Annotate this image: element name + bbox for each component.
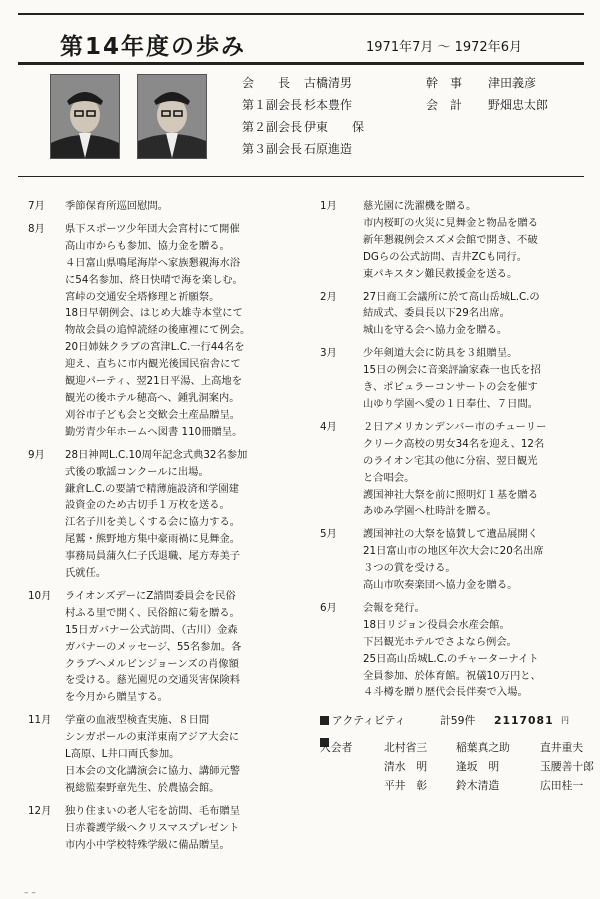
activity-line: 学童の血液型検査実施、８日間: [65, 714, 210, 727]
officer-name: 杉本豊作: [304, 98, 353, 112]
activity-line: 27日商工会議所に於て高山岳城L.C.の: [363, 290, 540, 303]
officer-name: 古橋清男: [304, 76, 353, 90]
month-entry: [320, 600, 546, 701]
month-label: 8月: [28, 222, 45, 235]
activity-line: ライオンズデーにZ諮問委員会を民俗: [65, 589, 236, 602]
activity-line: ３つの賞を受ける。: [363, 562, 456, 575]
member-name: 北村省三: [384, 741, 428, 754]
activity-line: クリーク高校の男女34名を迎え、12名: [363, 437, 545, 450]
activity-line: 山ゆり学園へ愛の１日奉仕、７日間。: [363, 397, 539, 410]
officer-title: 第３副会長: [242, 142, 303, 156]
activity-line: に54名参加、終日快晴で海を楽しむ。: [65, 273, 243, 286]
officer-name: 伊東 保: [304, 120, 365, 134]
section-rule: [18, 176, 584, 177]
activity-line: 高山市からも参加、協力金を贈る。: [65, 239, 230, 252]
activity-line: 観光の後ホテル穂高へ、鍾乳洞案内。: [65, 391, 240, 404]
month-label: 4月: [320, 420, 337, 433]
activity-column-left: [28, 198, 250, 860]
month-label: 6月: [320, 601, 337, 614]
activity-line: DGらの公式訪問、吉井ZCも同行。: [363, 250, 528, 263]
activity-line: ガバナーのメッセージ、55名参加。各: [65, 640, 242, 653]
activity-line: クラブへメルビンジョーンズの肖像額: [65, 657, 239, 670]
activity-line: を受ける。慈光園児の交通災害保険料: [65, 674, 241, 687]
member-name: 玉腰善十郎: [540, 760, 594, 773]
month-entry: [28, 447, 250, 582]
month-label: 1月: [320, 200, 337, 212]
activity-line: 少年剣道大会に防具を３組贈呈。: [363, 347, 518, 360]
portrait-photo-president: [50, 74, 120, 159]
month-entry: [320, 345, 546, 413]
member-name: 広田桂一: [540, 779, 584, 792]
activity-line: ４日富山県鳴尾海岸へ家族懇親海水浴: [65, 256, 241, 269]
activity-line: 事務局員蒲久仁子氏退職、尾方寿美子: [65, 550, 241, 563]
page-title: 第14年度の歩み: [60, 34, 247, 60]
activity-line: 江名子川を美しくする会に協力する。: [65, 516, 241, 529]
activity-line: 18日早朝例会、はじめ大雄寺本堂にて: [65, 307, 243, 320]
activity-line: 季節保育所巡回慰問。: [65, 200, 168, 212]
officer-name: 津田義彦: [488, 76, 537, 90]
activity-line: 設資金のため古切手１万枚を送る。: [65, 499, 230, 512]
activity-line: 日赤養護学級へクリスマスプレゼント: [65, 821, 240, 834]
page-footer-mark: – –: [24, 888, 36, 898]
activity-line: 市内桜町の火災に見舞金と物品を贈る: [363, 216, 539, 229]
activity-line: 15日ガバナー公式訪問、（古川）金森: [65, 623, 238, 636]
activity-count: 計59件: [440, 714, 476, 727]
month-entry: [320, 198, 546, 283]
activity-line: 宮峠の交通安全塔修理と祈願祭。: [65, 290, 220, 303]
activity-line: 氏就任。: [65, 567, 107, 580]
activity-line: 独り住まいの老人宅を訪問、毛布贈呈: [65, 804, 241, 817]
activity-line: 迎え、直ちに市内観光後国民宿舎にて: [65, 358, 241, 371]
activity-line: 21日富山市の地区年次大会に20名出席: [363, 545, 544, 558]
activity-line: 下呂観光ホテルでさよなら例会。: [363, 635, 517, 648]
activity-line: 式後の歌謡コンクールに出場。: [65, 465, 209, 478]
activity-line: 護国神社の大祭を協賛して遺品展開く: [363, 528, 539, 541]
activity-line: 会報を発行。: [363, 601, 425, 614]
month-entry: [28, 198, 250, 215]
month-label: 9月: [28, 448, 45, 461]
month-label: 11月: [28, 714, 52, 727]
top-rule: [18, 13, 584, 15]
title-rule: [18, 62, 584, 65]
activity-line: 村ふる里で開く、民俗館に菊を贈る。: [65, 606, 240, 619]
month-entry: [28, 712, 250, 797]
new-members-label: 入会者: [320, 741, 353, 754]
activity-line: 護国神社大祭を前に照明灯１基を贈る: [363, 488, 539, 501]
month-entry: [320, 419, 546, 520]
activity-line: ４斗樽を贈り歴代会長伴奏で入場。: [363, 686, 528, 699]
month-label: 12月: [28, 804, 52, 817]
officer-title: 会 長: [242, 76, 291, 90]
activity-line: き、ポピュラーコンサートの会を催す: [363, 381, 538, 394]
month-label: 10月: [28, 589, 52, 602]
activity-line: 新年懇親例会スズメ会館で開き、不破: [363, 233, 538, 246]
activity-line: 20日姉妹クラブの宮津L.C.一行44名を: [65, 341, 245, 354]
portrait-photo-secretary: [137, 74, 207, 159]
activity-line: 物故会員の追悼読経の後庫裡にて例会。: [65, 324, 251, 337]
activity-line: と合唱会。: [363, 471, 415, 484]
officer-name: 石原進造: [304, 142, 353, 156]
activity-line: 18日リジョン役員会水産会館。: [363, 618, 510, 631]
activity-line: 日本会の文化講演会に協力、講師元警: [65, 765, 241, 777]
activity-line: 視総監秦野章先生、於農協会館。: [65, 781, 220, 794]
month-label: 3月: [320, 347, 337, 360]
activity-line: のライオン宅其の他に分宿、翌日観光: [363, 454, 538, 467]
activity-line: 東パキスタン難民救援金を送る。: [363, 267, 518, 280]
officer-title: 第１副会長: [242, 98, 303, 112]
month-entry: [28, 588, 250, 706]
currency-unit: 円: [561, 716, 569, 725]
activity-amount: 2117081: [494, 714, 554, 727]
activity-line: 市内小中学校特殊学級に備品贈呈。: [65, 838, 230, 851]
fiscal-period: 1971年7月 ～ 1972年6月: [366, 40, 522, 55]
activity-line: 25日高山岳城L.C.のチャーターナイト: [363, 652, 539, 665]
month-entry: [28, 803, 250, 854]
activity-line: 慈光園に洗濯機を贈る。: [363, 200, 477, 212]
member-name: 逢坂 明: [456, 760, 500, 773]
month-label: 5月: [320, 528, 337, 541]
activity-line: 刈谷市子ども会と交歓会土産品贈呈。: [65, 408, 241, 421]
member-name: 稲葉真之助: [456, 741, 510, 754]
member-name: 平井 彰: [384, 779, 428, 792]
activity-line: L高原、L井口両氏参加。: [65, 748, 180, 761]
activity-line: を今月から贈呈する。: [65, 691, 168, 704]
officer-title: 幹 事: [426, 76, 463, 90]
activity-line: 鎌倉L.C.の要請で精薄施設済和学園建: [65, 482, 239, 495]
activity-line: 観迎パーティ、翌21日平湯、上高地を: [65, 375, 243, 388]
activity-summary: [320, 712, 569, 729]
month-entry: [320, 289, 546, 340]
square-bullet-icon: [320, 716, 329, 725]
activity-line: 城山を守る会へ協力金を贈る。: [363, 324, 508, 337]
activity-line: 結成式、委員長以下29名出席。: [363, 307, 510, 320]
officer-title: 会 計: [426, 98, 463, 112]
activity-line: あゆみ学園へ杜時計を贈る。: [363, 505, 497, 518]
month-label: 2月: [320, 290, 337, 303]
month-label: 7月: [28, 200, 45, 212]
activity-column-right: [320, 198, 546, 707]
activity-line: 勤労青少年ホームへ図書 110冊贈呈。: [65, 425, 243, 438]
member-name: 鈴木清造: [456, 779, 500, 792]
activity-line: ２日アメリカンデンバー市のチューリー: [363, 420, 547, 433]
activity-line: 尾鷲・熊野地方集中豪雨禍に見舞金。: [65, 533, 241, 546]
activity-line: 28日神岡L.C.10周年記念式典32名参加: [65, 448, 248, 461]
activity-line: 全員参加、於体育館。祝儀10万円と、: [363, 669, 541, 682]
member-name: 清水 明: [384, 760, 428, 773]
activity-line: 県下スポーツ少年団大会宮村にて開催: [65, 222, 240, 235]
month-entry: [28, 221, 250, 441]
member-name: 直井重夫: [540, 741, 584, 754]
month-entry: [320, 526, 546, 594]
officer-name: 野畑忠太郎: [488, 98, 549, 112]
activity-line: 15日の例会に音楽評論家森一也氏を招: [363, 364, 541, 377]
activity-line: シンガポールの東洋東南アジア大会に: [65, 731, 240, 744]
activity-label: アクティビティ: [332, 714, 406, 727]
officer-title: 第２副会長: [242, 120, 303, 134]
activity-line: 高山市吹奏楽団へ協力金を贈る。: [363, 579, 518, 592]
